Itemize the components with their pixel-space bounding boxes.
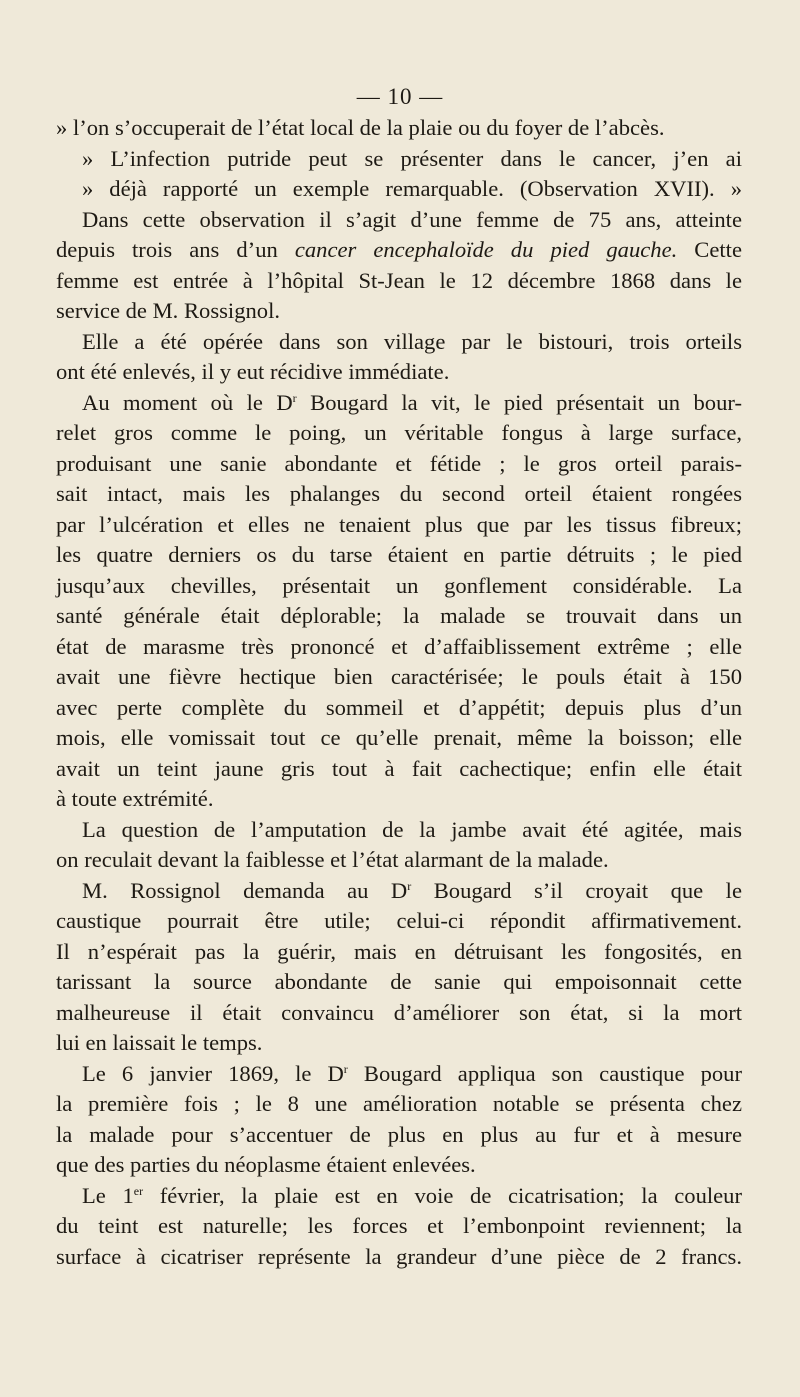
paragraph-start-line — [56, 876, 742, 907]
text-line: » déjà rapporté un exemple remarquable. (Observation XVII). » — [82, 176, 742, 201]
superscript: r — [343, 1061, 348, 1076]
paragraph-start-line: La question de l’amputation de la jambe avait été agitée, mais — [82, 816, 742, 842]
text-run: M. Rossignol demanda au D — [82, 877, 408, 903]
text-line: la malade pour s’accentuer de plus en plus au fur et à mesure — [56, 1121, 742, 1147]
superscript: r — [407, 878, 412, 893]
paragraph-start-line — [56, 1059, 742, 1090]
text-run: Le 1 — [82, 1182, 134, 1208]
text-line: jusqu’aux chevilles, présentait un gonflement considérable. La — [56, 572, 742, 598]
text-run: Cette — [677, 237, 742, 262]
text-line — [56, 235, 742, 266]
diagnosis-italic: cancer encephaloïde du pied gauche. — [294, 237, 678, 262]
text-run: Au moment où le D — [82, 389, 293, 415]
text-line: » l’on s’occuperait de l’état local de la plaie ou du foyer de l’abcès. — [56, 115, 665, 140]
text-line: Il n’espérait pas la guérir, mais en détruisant les fongosités, en — [56, 938, 742, 964]
body-text — [56, 113, 742, 1272]
text-line: à toute extrémité. — [56, 786, 214, 811]
text-line: caustique pourrait être utile; celui-ci répondit affirmativement. — [56, 908, 742, 933]
page-number: — 10 — — [356, 84, 444, 109]
text-run: février, la plaie est en voie de cicatrisation; la couleur — [143, 1182, 742, 1208]
paragraph-start-line — [56, 388, 742, 419]
text-line: état de marasme très prononcé et d’affaiblissement extrême ; elle — [56, 633, 742, 659]
text-line: produisant une sanie abondante et fétide ; le gros orteil parais- — [56, 450, 742, 476]
text-line: tarissant la source abondante de sanie qui empoisonnait cette — [56, 969, 742, 994]
text-run: Bougard appliqua son caustique pour — [347, 1060, 742, 1086]
paragraph-start-line: Dans cette observation il s’agit d’une femme de 75 ans, atteinte — [82, 206, 742, 232]
text-line: que des parties du néoplasme étaient enlevées. — [56, 1152, 476, 1177]
text-line: on reculait devant la faiblesse et l’état alarmant de la malade. — [56, 847, 609, 872]
text-run: Bougard s’il croyait que le — [411, 877, 742, 903]
superscript: r — [292, 390, 297, 405]
text-line: sait intact, mais les phalanges du second orteil étaient rongées — [56, 481, 742, 506]
text-line: ont été enlevés, il y eut récidive immédiate. — [56, 359, 450, 384]
text-line: par l’ulcération et elles ne tenaient plus que par les tissus fibreux; — [56, 511, 742, 537]
text-line: avait une fièvre hectique bien caractérisée; le pouls était à 150 — [56, 664, 742, 689]
text-line: mois, elle vomissait tout ce qu’elle prenait, même la boisson; elle — [56, 725, 742, 750]
text-line: relet gros comme le poing, un véritable fongus à large surface, — [56, 420, 742, 445]
superscript: er — [133, 1183, 144, 1198]
text-run: Bougard la vit, le pied présentait un bour- — [296, 389, 742, 415]
text-line: » L’infection putride peut se présenter dans le cancer, j’en ai — [82, 145, 742, 171]
text-line: malheureuse il était convaincu d’améliorer son état, si la mort — [56, 999, 742, 1025]
paragraph-start-line: Elle a été opérée dans son village par le bistouri, trois orteils — [82, 328, 742, 354]
text-line: santé générale était déplorable; la malade se trouvait dans un — [56, 603, 742, 628]
text-line: service de M. Rossignol. — [56, 298, 281, 323]
text-line: surface à cicatriser représente la grandeur d’une pièce de 2 francs. — [56, 1243, 742, 1269]
text-run: Le 6 janvier 1869, le D — [82, 1060, 344, 1086]
text-line: la première fois ; le 8 une amélioration notable se présenta chez — [56, 1091, 742, 1116]
text-run: depuis trois ans d’un — [56, 237, 295, 262]
paragraph-start-line — [56, 1181, 742, 1212]
text-line: avec perte complète du sommeil et d’appétit; depuis plus d’un — [56, 694, 742, 720]
text-line: avait un teint jaune gris tout à fait cachectique; enfin elle était — [56, 755, 742, 781]
text-line: femme est entrée à l’hôpital St-Jean le 12 décembre 1868 dans le — [56, 267, 742, 293]
text-line: lui en laissait le temps. — [56, 1030, 263, 1055]
text-line: les quatre derniers os du tarse étaient en partie détruits ; le pied — [56, 542, 742, 567]
text-line: du teint est naturelle; les forces et l’embonpoint reviennent; la — [56, 1213, 742, 1238]
